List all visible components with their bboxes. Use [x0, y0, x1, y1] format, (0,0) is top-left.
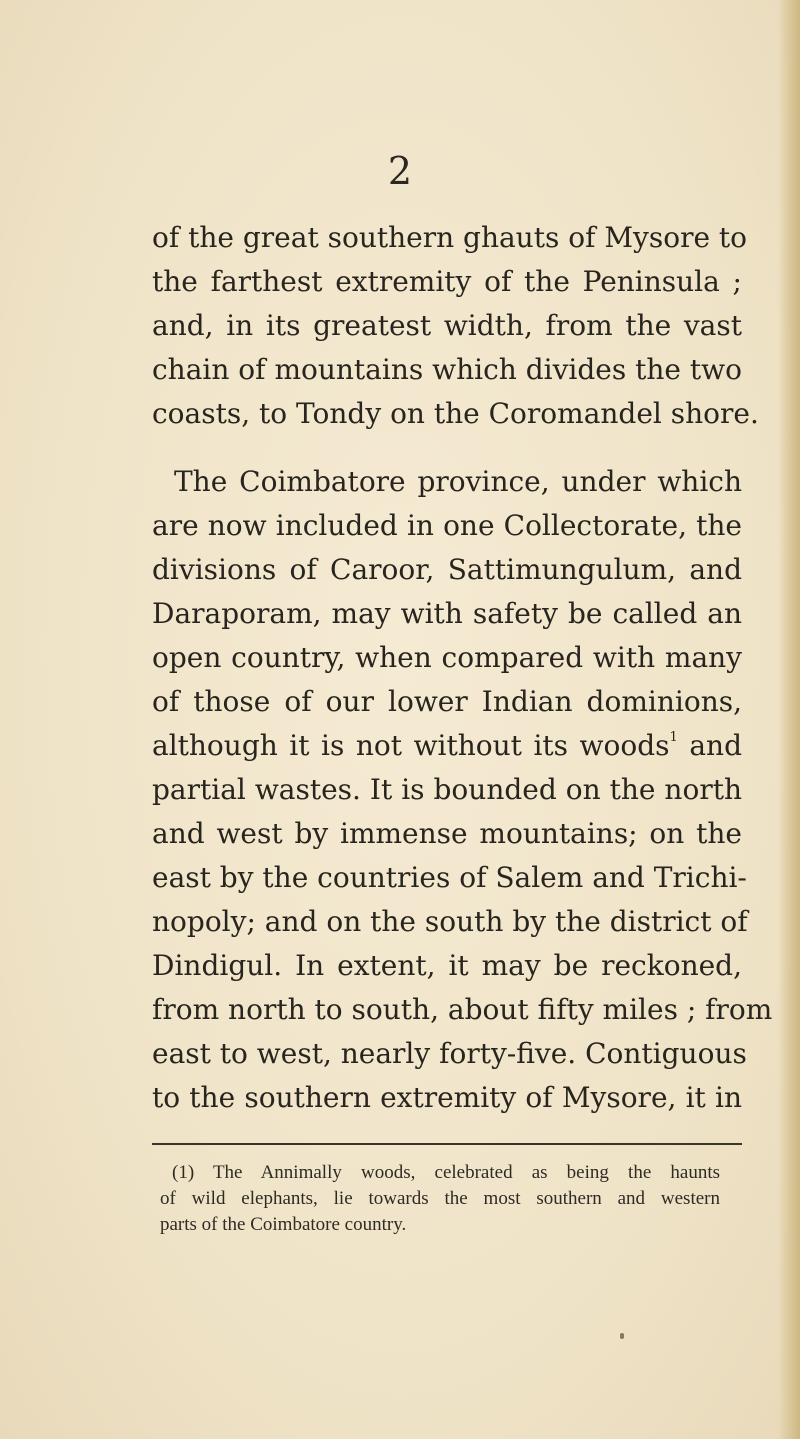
text-line: partial wastes. It is bounded on the north: [152, 773, 742, 806]
text-line: east to west, nearly forty-five. Contiguous: [152, 1037, 747, 1070]
text-line: divisions of Caroor, Sattimungulum, and: [152, 553, 742, 586]
footnote-divider: [152, 1143, 742, 1145]
text-fragment: although it is not without its woods: [152, 729, 670, 762]
page-number: 2: [387, 149, 413, 193]
paragraph-2: [152, 460, 773, 1120]
footnote-line: of wild elephants, lie towards the most southern and western: [160, 1188, 720, 1209]
text-line: Daraporam, may with safety be called an: [152, 597, 742, 630]
text-line: Dindigul. In extent, it may be reckoned,: [152, 949, 742, 982]
text-line: from north to south, about fifty miles ; from: [152, 993, 773, 1026]
text-line: and west by immense mountains; on the: [152, 817, 742, 850]
footnote-reference: 1: [669, 730, 678, 745]
page-edge-shadow: [778, 0, 800, 1439]
text-line: open country, when compared with many: [152, 641, 742, 674]
paragraph-1: [152, 216, 759, 436]
text-line: of the great southern ghauts of Mysore to: [152, 221, 748, 254]
footnote-line: (1) The Annimally woods, celebrated as being the haunts: [172, 1162, 720, 1183]
text-line: The Coimbatore province, under which: [174, 465, 742, 498]
text-line: are now included in one Collectorate, the: [152, 509, 742, 542]
text-line: nopoly; and on the south by the district of: [152, 905, 748, 938]
text-line: coasts, to Tondy on the Coromandel shore.: [152, 397, 759, 430]
footnote-line: parts of the Coimbatore country.: [160, 1214, 407, 1235]
text-line-with-footnote: [152, 724, 742, 768]
text-fragment: and: [677, 729, 742, 762]
text-line: of those of our lower Indian dominions,: [152, 685, 742, 718]
text-line: chain of mountains which divides the two: [152, 353, 742, 386]
text-line: the farthest extremity of the Peninsula ;: [152, 265, 742, 298]
text-line: east by the countries of Salem and Trichi-: [152, 861, 747, 894]
text-line: to the southern extremity of Mysore, it in: [152, 1081, 742, 1114]
main-text: [152, 216, 773, 1120]
paper-speck: [620, 1333, 624, 1339]
footnote: [160, 1160, 720, 1238]
text-line: and, in its greatest width, from the vast: [152, 309, 742, 342]
